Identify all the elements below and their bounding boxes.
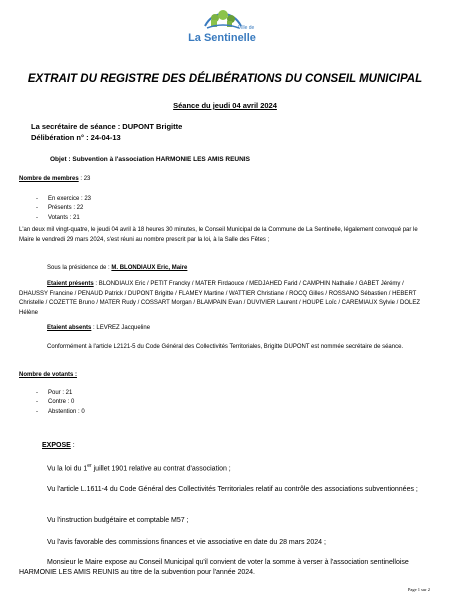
intro-paragraph: L'an deux mil vingt-quatre, le jeudi 04 avril à 18 heures 30 minutes, le Conseil Municipal de la Commune de La Sentinelle, légalement convoqué par le Maire le vendredi 29 mars 2024, s'est réuni au nombre prescrit par la loi, à la Salle des Fêtes ; [19, 227, 418, 243]
conformement-paragraph [19, 343, 424, 353]
secretary-block [31, 121, 182, 143]
document-title: EXTRAIT DU REGISTRE DES DÉLIBÉRATIONS DU CONSEIL MUNICIPAL [27, 73, 423, 85]
vu-article-paragraph: Vu l'article L.1611-4 du Code Général des Collectivités Territoriales relatif au contrôle des associations subventionnées ; [47, 486, 418, 493]
members-value: : 23 [78, 176, 91, 182]
presents-label: Etaient présents [47, 281, 94, 287]
conformement-text: Conformément à l'article L2121-5 du Code Général des Collectivités Territoriales, Brigitte DUPONT est nommée secrétaire de séance. [47, 344, 404, 350]
members-label: Nombre de membres [19, 176, 79, 182]
expose-label: EXPOSE [42, 442, 71, 449]
final-paragraph: Monsieur le Maire expose au Conseil Municipal qu'il convient de voter la somme à verser à l'association sentinelloise HARMONIE LES AMIS REUNIS au titre de la subvention pour l'année 2024. [19, 559, 409, 576]
votants-label: Nombre de votants : [19, 372, 78, 378]
list-item: - Abstention : 0 [36, 408, 419, 418]
vu-loi-1901: Vu la loi du 1er juillet 1901 relative au contrat d'association ; [47, 463, 231, 473]
absents-label: Etaient absents [47, 325, 92, 331]
logo-small-text: Ville de [238, 25, 255, 31]
vu-instruction: Vu l'instruction budgétaire et comptable M57 ; [47, 517, 189, 524]
list-item: - Pour : 21 [36, 389, 419, 399]
list-item: - Votants : 21 [36, 214, 419, 224]
presidence-line [47, 264, 427, 274]
logo-text: La Sentinelle [188, 32, 256, 44]
deliberation-number: Délibération n° : 24-04-13 [31, 133, 121, 142]
expose-heading [42, 441, 75, 451]
seance-date: Séance du jeudi 04 avril 2024 [173, 101, 277, 110]
vu-avis: Vu l'avis favorable des commissions finances et vie associative en date du 28 mars 2024 ; [47, 539, 326, 546]
page-number: Page 1 sur 2 [407, 587, 430, 592]
list-item: - Contre : 0 [36, 398, 419, 408]
votants-list [36, 389, 419, 418]
members-section [19, 175, 419, 223]
presidence-prefix: Sous la présidence de : [47, 265, 112, 271]
secretary-line: La secrétaire de séance : DUPONT Brigitte [31, 122, 183, 131]
presents-paragraph [19, 280, 424, 318]
absents-text: : LEVREZ Jacqueline [91, 325, 151, 331]
votants-section [19, 371, 419, 417]
list-item: - En exercice : 23 [36, 195, 419, 205]
absents-line [47, 324, 427, 334]
list-item: - Présents : 22 [36, 204, 419, 214]
objet-line: Objet : Subvention à l'association HARMONIE LES AMIS REUNIS [50, 156, 250, 163]
members-list [36, 195, 419, 224]
president-name: M. BLONDIAUX Eric, Maire [111, 265, 188, 271]
expose-colon: : [70, 442, 75, 449]
presents-text: : BLONDIAUX Eric / PETIT Francky / MATER Firdaouce / MEDJAHED Farid / CAMPHIN Nathalie / GABET Jérémy / DHAUSSY Francine / PENAUD Patrick / DUPONT Brigitte / FLAMEY Martine / WATTIER Christiane / ROCQ Gilles / ROSSANO Sébastien / HEBERT Christelle / COZETTE Bruno / MATER Rudy / COSSART Morgan / BLAMPAIN Evan / DUVIVIER Laurent / HOUPE Loïc / CAREMIAUX Sylvie / DOLEZ Hélène [19, 281, 421, 316]
